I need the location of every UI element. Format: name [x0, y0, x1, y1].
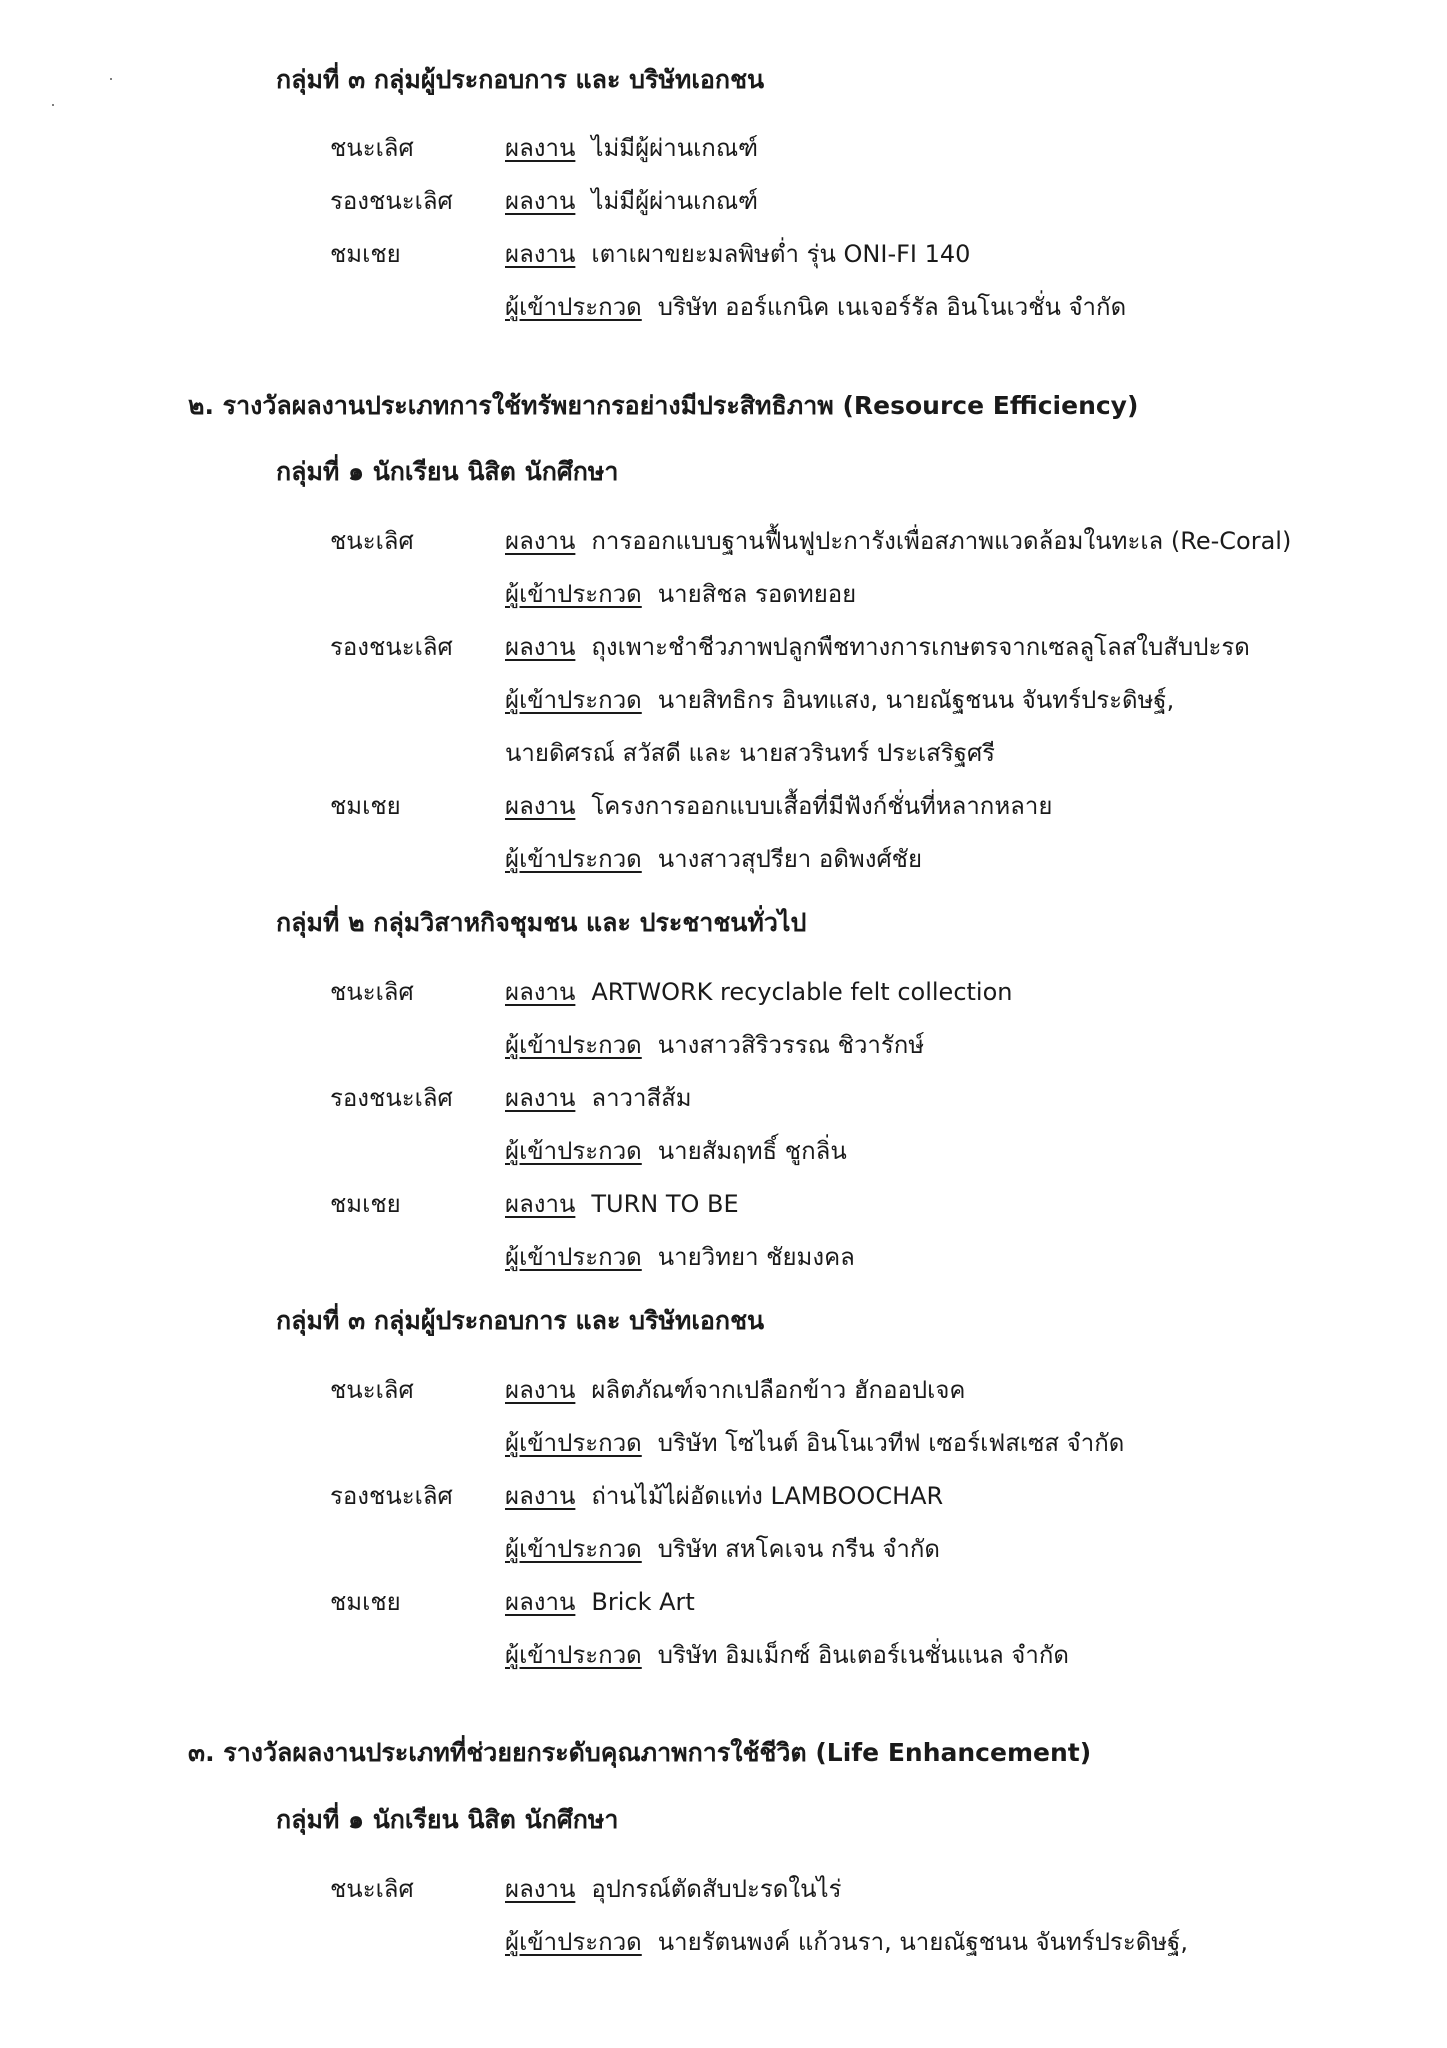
work-label: ผลงาน [505, 1875, 576, 1903]
work-row [505, 1869, 841, 1908]
entrant-row [505, 839, 922, 878]
work-title: การออกแบบฐานฟื้นฟูปะการังเพื่อสภาพแวดล้อมในทะเล (Re-Coral) [591, 527, 1292, 555]
work-row [505, 1370, 965, 1409]
work-label: ผลงาน [505, 1588, 576, 1616]
rank-label: ชมเชย [330, 240, 401, 268]
entrant-name: บริษัท ออร์แกนิค เนเจอร์รัล อินโนเวชั่น จำกัด [657, 293, 1127, 321]
entrant-label: ผู้เข้าประกวด [505, 1243, 642, 1271]
rank-label: ชนะเลิศ [330, 527, 414, 555]
rank-label: ชมเชย [330, 792, 401, 820]
entrant-name: นายวิทยา ชัยมงคล [657, 1243, 855, 1271]
rank-label: รองชนะเลิศ [330, 187, 453, 215]
work-title: ลาวาสีส้ม [591, 1084, 692, 1112]
rank-label: ชมเชย [330, 1588, 401, 1616]
scan-speck [52, 104, 54, 106]
entrant-label: ผู้เข้าประกวด [505, 686, 642, 714]
entrant-name: บริษัท สหโคเจน กรีน จำกัด [657, 1535, 940, 1563]
work-title: ถุงเพาะชำชีวภาพปลูกพืชทางการเกษตรจากเซลลูโลสใบสับปะรด [591, 633, 1250, 661]
rank-label: ชนะเลิศ [330, 1875, 414, 1903]
work-title: เตาเผาขยะมลพิษต่ำ รุ่น ONI-FI 140 [591, 240, 971, 268]
work-title: ถ่านไม้ไผ่อัดแท่ง LAMBOOCHAR [591, 1482, 944, 1510]
entrant-continuation: นายดิศรณ์ สวัสดี และ นายสวรินทร์ ประเสริฐศรี [505, 739, 996, 767]
entrant-row [505, 1237, 855, 1276]
work-title: ARTWORK recyclable felt collection [591, 978, 1013, 1006]
entrant-name: นายรัตนพงค์ แก้วนรา, นายณัฐชนน จันทร์ประดิษฐ์, [657, 1928, 1188, 1956]
entrant-row [505, 1529, 940, 1568]
entrant-row [505, 1922, 1188, 1961]
work-title: TURN TO BE [591, 1190, 739, 1218]
work-title: ผลิตภัณฑ์จากเปลือกข้าว ฮักออปเจค [591, 1376, 966, 1404]
entrant-label: ผู้เข้าประกวด [505, 1031, 642, 1059]
group-title: กลุ่มที่ ๑ นักเรียน นิสิต นักศึกษา [276, 1805, 619, 1834]
entrant-row [505, 1423, 1124, 1462]
work-title: ไม่มีผู้ผ่านเกณฑ์ [591, 187, 759, 215]
entrant-row [505, 1635, 1069, 1674]
work-title: อุปกรณ์ตัดสับปะรดในไร่ [591, 1875, 842, 1903]
rank-label: รองชนะเลิศ [330, 1084, 453, 1112]
work-row [505, 627, 1250, 666]
entrant-name: บริษัท โซไนต์ อินโนเวทีฟ เซอร์เฟสเซส จำกัด [657, 1429, 1125, 1457]
rank-label: ชนะเลิศ [330, 1376, 414, 1404]
work-row [505, 1476, 943, 1515]
entrant-label: ผู้เข้าประกวด [505, 1928, 642, 1956]
work-row [505, 1184, 739, 1223]
rank-label: ชนะเลิศ [330, 134, 414, 162]
work-label: ผลงาน [505, 1376, 576, 1404]
entrant-row [505, 680, 1174, 719]
entrant-label: ผู้เข้าประกวด [505, 293, 642, 321]
work-label: ผลงาน [505, 527, 576, 555]
work-row [505, 234, 970, 273]
entrant-name: นายสิชล รอดทยอย [657, 580, 857, 608]
scan-speck [110, 78, 112, 80]
rank-label: ชนะเลิศ [330, 978, 414, 1006]
work-label: ผลงาน [505, 1190, 576, 1218]
work-row [505, 181, 758, 220]
entrant-row [505, 1131, 847, 1170]
entrant-row [505, 287, 1126, 326]
entrant-name: บริษัท อิมเม็กซ์ อินเตอร์เนชั่นแนล จำกัด [657, 1641, 1069, 1669]
entrant-row [505, 574, 856, 613]
work-row [505, 786, 1052, 825]
work-label: ผลงาน [505, 134, 576, 162]
entrant-label: ผู้เข้าประกวด [505, 580, 642, 608]
work-row [505, 972, 1013, 1011]
work-label: ผลงาน [505, 978, 576, 1006]
entrant-label: ผู้เข้าประกวด [505, 1137, 642, 1165]
entrant-name: นายสัมฤทธิ์ ชูกลิ่น [657, 1137, 847, 1165]
work-title: ไม่มีผู้ผ่านเกณฑ์ [591, 134, 759, 162]
work-row [505, 521, 1291, 560]
work-label: ผลงาน [505, 1482, 576, 1510]
entrant-name: นายสิทธิกร อินทแสง, นายณัฐชนน จันทร์ประดิษฐ์, [657, 686, 1175, 714]
work-title: โครงการออกแบบเสื้อที่มีฟังก์ชั่นที่หลากหลาย [591, 792, 1053, 820]
entrant-label: ผู้เข้าประกวด [505, 845, 642, 873]
work-title: Brick Art [591, 1588, 695, 1616]
work-label: ผลงาน [505, 187, 576, 215]
group-title: กลุ่มที่ ๓ กลุ่มผู้ประกอบการ และ บริษัทเอกชน [276, 65, 765, 94]
entrant-label: ผู้เข้าประกวด [505, 1535, 642, 1563]
entrant-name: นางสาวสิริวรรณ ชิวารักษ์ [657, 1031, 925, 1059]
work-label: ผลงาน [505, 1084, 576, 1112]
work-row [505, 1582, 695, 1621]
section-title: ๓. รางวัลผลงานประเภทที่ช่วยยกระดับคุณภาพการใช้ชีวิต (Life Enhancement) [188, 1738, 1092, 1767]
work-label: ผลงาน [505, 240, 576, 268]
group-title: กลุ่มที่ ๓ กลุ่มผู้ประกอบการ และ บริษัทเอกชน [276, 1306, 765, 1335]
group-title: กลุ่มที่ ๒ กลุ่มวิสาหกิจชุมชน และ ประชาชนทั่วไป [276, 908, 807, 937]
entrant-label: ผู้เข้าประกวด [505, 1641, 642, 1669]
rank-label: รองชนะเลิศ [330, 633, 453, 661]
work-row [505, 1078, 692, 1117]
entrant-row [505, 1025, 924, 1064]
entrant-label: ผู้เข้าประกวด [505, 1429, 642, 1457]
rank-label: รองชนะเลิศ [330, 1482, 453, 1510]
rank-label: ชมเชย [330, 1190, 401, 1218]
section-title: ๒. รางวัลผลงานประเภทการใช้ทรัพยากรอย่างมีประสิทธิภาพ (Resource Efficiency) [188, 391, 1139, 420]
work-row [505, 128, 758, 167]
work-label: ผลงาน [505, 792, 576, 820]
work-label: ผลงาน [505, 633, 576, 661]
group-title: กลุ่มที่ ๑ นักเรียน นิสิต นักศึกษา [276, 457, 619, 486]
entrant-name: นางสาวสุปรียา อดิพงศ์ชัย [657, 845, 923, 873]
